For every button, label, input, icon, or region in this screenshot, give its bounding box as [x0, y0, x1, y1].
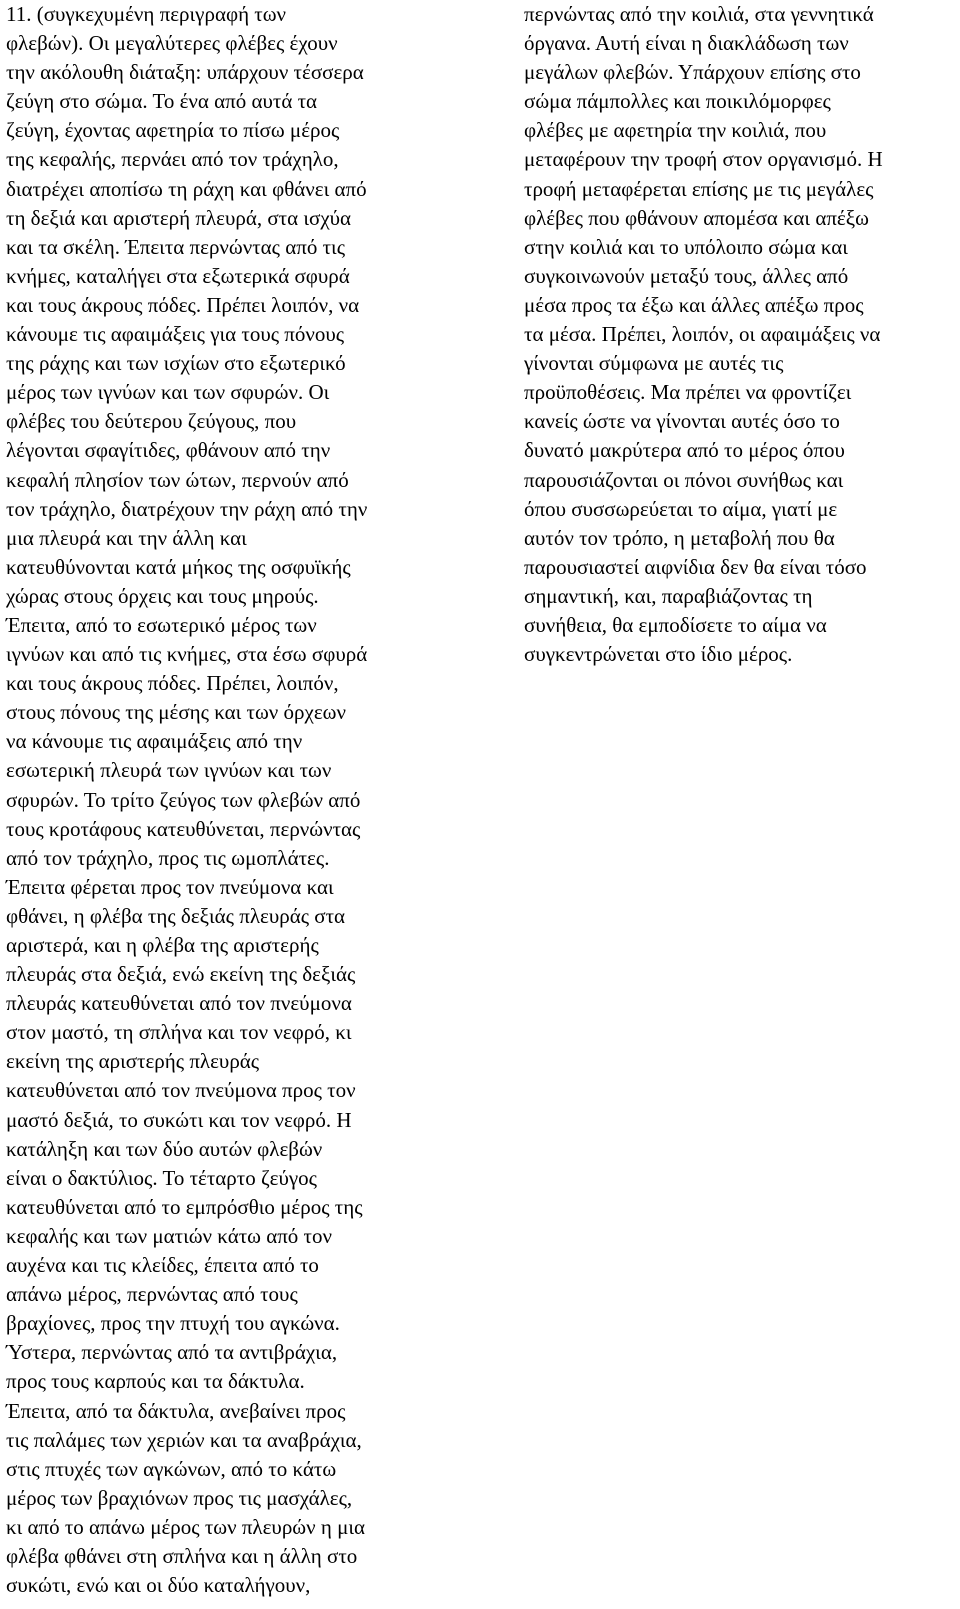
left-text-column: 11. (συγκεχυμένη περιγραφή των φλεβών). Οι μεγαλύτερες φλέβες έχουν την ακόλουθη διάταξη: υπάρχουν τέσσερα ζεύγη στο σώμα. Το ένα από αυτά τα ζεύγη, έχοντας αφετηρία το πίσω μέρος της κεφαλής, περνάει από τον τράχηλο, διατρέχει αποπίσω τη ράχη και φθάνει από τη δεξιά και αριστερή πλευρά, στα ισχύα και τα σκέλη. Έπειτα περνώντας από τις κνήμες, καταλήγει στα εξωτερικά σφυρά και τους άκρους πόδες. Πρέπει λοιπόν, να κάνουμε τις αφαιμάξεις για τους πόνους της ράχης και των ισχίων στο εξωτερικό μέρος των ιγνύων και των σφυρών. Οι φλέβες του δεύτερου ζεύγους, που λέγονται σφαγίτιδες, φθάνουν από την κεφαλή πλησίον των ώτων, περνούν από τον τράχηλο, διατρέχουν την ράχη από την μια πλευρά και την άλλη και κατευθύνονται κατά μήκος της οσφυϊκής χώρας στους όρχεις και τους μηρούς. Έπειτα, από το εσωτερικό μέρος των ιγνύων και από τις κνήμες, στα έσω σφυρά και τους άκρους πόδες. Πρέπει, λοιπόν, στους πόνους της μέσης και των όρχεων να κάνουμε τις αφαιμάξεις από την εσωτερική πλευρά των ιγνύων και των σφυρών. Το τρίτο ζεύγος των φλεβών από τους κροτάφους κατευθύνεται, περνώντας από τον τράχηλο, προς τις ωμοπλάτες. Έπειτα φέρεται προς τον πνεύμονα και φθάνει, η φλέβα της δεξιάς πλευράς στα αριστερά, και η φλέβα της αριστερής πλευράς στα δεξιά, ενώ εκείνη της δεξιάς πλευράς κατευθύνεται από τον πνεύμονα στον μαστό, τη σπλήνα και τον νεφρό, κι εκείνη της αριστερής πλευράς κατευθύνεται από τον πνεύμονα προς τον μαστό δεξιά, το συκώτι και τον νεφρό. Η κατάληξη και των δύο αυτών φλεβών είναι ο δακτύλιος. Το τέταρτο ζεύγος κατευθύνεται από το εμπρόσθιο μέρος της κεφαλής και των ματιών κάτω από τον αυχένα και τις κλείδες, έπειτα από το απάνω μέρος, περνώντας από τους βραχίονες, προς την πτυχή του αγκώνα. Ύστερα, περνώντας από τα αντιβράχια, προς τους καρπούς και τα δάκτυλα. Έπειτα, από τα δάκτυλα, ανεβαίνει προς τις παλάμες των χεριών και τα αναβράχια, στις πτυχές των αγκώνων, από το κάτω μέρος των βραχιόνων προς τις μασχάλες, κι από το απάνω μέρος των πλευρών η μια φλέβα φθάνει στη σπλήνα και η άλλη στο συκώτι, ενώ και οι δύο καταλήγουν,	[6, 2, 368, 1598]
right-text-column: περνώντας από την κοιλιά, στα γεννητικά όργανα. Αυτή είναι η διακλάδωση των μεγάλων φλεβών. Υπάρχουν επίσης στο σώμα πάμπολλες και ποικιλόμορφες φλέβες με αφετηρία την κοιλιά, που μεταφέρουν την τροφή στον οργανισμό. Η τροφή μεταφέρεται επίσης με τις μεγάλες φλέβες που φθάνουν απομέσα και απέξω στην κοιλιά και το υπόλοιπο σώμα και συγκοινωνούν μεταξύ τους, άλλες από μέσα προς τα έξω και άλλες απέξω προς τα μέσα. Πρέπει, λοιπόν, οι αφαιμάξεις να γίνονται σύμφωνα με αυτές τις προϋποθέσεις. Μα πρέπει να φροντίζει κανείς ώστε να γίνονται αυτές όσο το δυνατό μακρύτερα από το μέρος όπου παρουσιάζονται οι πόνοι συνήθως και όπου συσσωρεύεται το αίμα, γιατί με αυτόν τον τρόπο, η μεταβολή που θα παρουσιαστεί αιφνίδια δεν θα είναι τόσο σημαντική, και, παραβιάζοντας τη συνήθεια, θα εμποδίσετε το αίμα να συγκεντρώνεται στο ίδιο μέρος.	[524, 2, 883, 667]
